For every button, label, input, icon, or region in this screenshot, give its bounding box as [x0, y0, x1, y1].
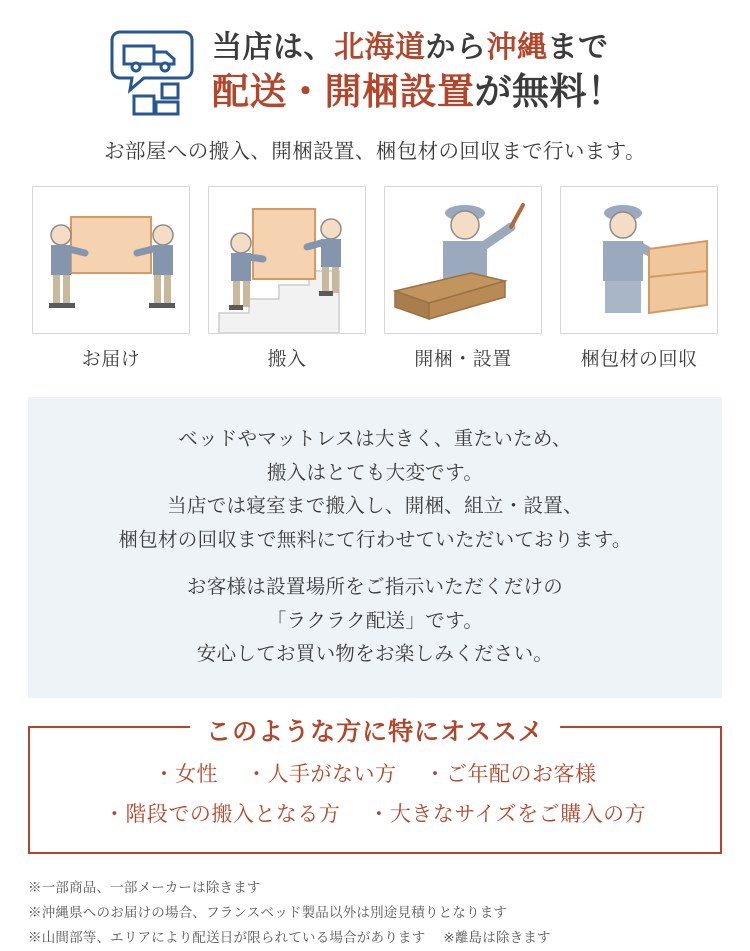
headline-line-2	[212, 70, 625, 114]
step-item	[560, 186, 718, 371]
note-line: ※沖縄県へのお届けの場合、フランスベッド製品以外は別途見積りとなります	[28, 904, 508, 920]
note-line	[28, 926, 722, 951]
worker-assembling-bed-frame-icon	[384, 186, 542, 334]
notes-section	[28, 876, 722, 951]
recommend-item: ・大きなサイズをご購入の方	[368, 802, 647, 826]
step-item	[384, 186, 542, 371]
steps-row	[28, 186, 722, 371]
description-line: 「ラクラク配送」です。	[266, 609, 484, 632]
headline-text-e: まで	[547, 31, 609, 65]
headline-text-service: 配送・開梱設置	[212, 70, 475, 112]
subheadline: お部屋への搬入、開梱設置、梱包材の回収まで行います。	[104, 140, 646, 163]
recommend-item: ・女性	[153, 762, 218, 786]
headline	[212, 30, 625, 113]
headline-text-hokkaido: 北海道	[334, 31, 426, 65]
headline-text-a: 当店は、	[212, 31, 334, 65]
description-line: 安心してお買い物をお楽しみください。	[196, 643, 554, 666]
description-spacer	[38, 557, 712, 571]
recommend-row-1	[40, 758, 710, 788]
headline-text-c: から	[425, 31, 487, 65]
recommend-box	[28, 717, 722, 854]
recommend-title: このような方に特にオススメ	[190, 712, 560, 748]
recommend-row-2	[40, 798, 710, 828]
step-label: 梱包材の回収	[580, 349, 698, 370]
worker-carrying-cardboard-icon	[560, 186, 718, 334]
note-text: ※山間部等、エリアにより配送日が限られている場合があります	[28, 929, 426, 945]
recommend-item: ・ご年配のお客様	[424, 762, 597, 786]
step-item	[32, 186, 190, 371]
description-line: 搬入はとても大変です。	[266, 461, 484, 484]
description-panel	[28, 397, 722, 698]
description-line: 梱包材の回収まで無料にて行わせていただいております。	[118, 528, 632, 551]
headline-text-okinawa: 沖縄	[486, 31, 548, 65]
description-line: お客様は設置場所をご指示いただくだけの	[186, 576, 564, 599]
step-label: お届け	[81, 349, 141, 370]
header	[28, 0, 722, 118]
two-movers-carrying-mattress-icon	[32, 186, 190, 334]
headline-line-1	[212, 30, 625, 65]
step-item	[208, 186, 366, 371]
movers-on-stairs-icon	[208, 186, 366, 334]
recommend-item: ・階段での搬入となる方	[103, 802, 341, 826]
step-label: 搬入	[267, 349, 307, 370]
recommend-item: ・人手がない方	[246, 762, 397, 786]
delivery-truck-icon	[110, 26, 202, 118]
note-line: ※一部商品、一部メーカーは除きます	[28, 879, 261, 895]
headline-text-free: が無料！	[474, 70, 625, 112]
description-line: 当店では寝室まで搬入し、開梱、組立・設置、	[167, 495, 583, 518]
note-text: ※離島は除きます	[443, 929, 551, 945]
step-label: 開梱・設置	[414, 349, 512, 370]
description-line: ベッドやマットレスは大きく、重たいため、	[178, 428, 572, 450]
